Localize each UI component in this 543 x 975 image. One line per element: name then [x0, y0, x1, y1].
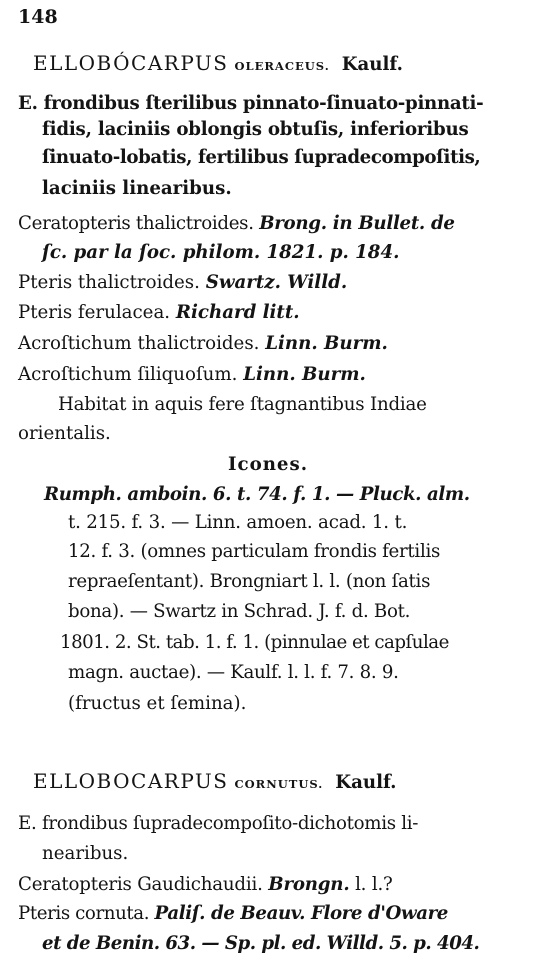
synonym-line	[18, 213, 455, 234]
page-number: 148	[18, 6, 58, 28]
synonym-name: Acroſtichum ſiliquoſum.	[18, 364, 238, 385]
synonym-tail: l. l.?	[355, 874, 393, 895]
synonym-line	[18, 272, 347, 293]
synonym-name: Ceratopteris thalictroides.	[18, 213, 254, 234]
icones-heading: Icones.	[228, 454, 309, 475]
icones-line: (fructus et ſemina).	[68, 693, 247, 714]
section-heading-cornutus	[33, 770, 397, 794]
icones-line: Rumph. amboin. 6. t. 74. f. 1. — Pluck. alm.	[44, 484, 470, 505]
synonym-name: Pteris ferulacea.	[18, 302, 171, 323]
description-line: ſinuato-lobatis, fertilibus ſupradecompoſitis,	[42, 147, 481, 168]
author-abbrev: Kaulf.	[341, 54, 403, 75]
genus-name: ELLOBÓCARPUS	[33, 51, 229, 75]
habitat-line: orientalis.	[18, 423, 111, 444]
habitat-line: Habitat in aquis fere ſtagnantibus Indiae	[58, 394, 427, 415]
author-abbrev: Kaulf.	[335, 772, 397, 793]
species-name: OLERACEUS.	[234, 59, 330, 73]
synonym-reference: et de Benin. 63. — Sp. pl. ed. Willd. 5. p. 404.	[42, 933, 480, 954]
synonym-reference: ſc. par la ſoc. philom. 1821. p. 184.	[42, 242, 400, 263]
synonym-line	[18, 364, 366, 385]
synonym-reference: Linn. Burm.	[243, 364, 366, 385]
description-line: E. frondibus ſterilibus pinnato-ſinuato-pinnati-	[18, 93, 484, 114]
synonym-reference: Linn. Burm.	[265, 333, 388, 354]
icones-line: bona). — Swartz in Schrad. J. f. d. Bot.	[68, 601, 411, 622]
synonym-reference: Paliſ. de Beauv. Flore d'Oware	[154, 903, 448, 924]
synonym-name: Ceratopteris Gaudichaudii.	[18, 874, 263, 895]
synonym-reference: Swartz. Willd.	[205, 272, 348, 293]
synonym-reference: Brong. in Bullet. de	[259, 213, 455, 234]
synonym-line	[18, 874, 393, 895]
description-line: fidis, laciniis oblongis obtuſis, inferioribus	[42, 119, 469, 140]
synonym-name: Acroſtichum thalictroides.	[18, 333, 260, 354]
synonym-line	[18, 903, 448, 924]
description-line: E. frondibus ſupradecompoſito-dichotomis li-	[18, 813, 419, 834]
description-line: laciniis linearibus.	[42, 178, 232, 199]
synonym-reference: Brongn.	[268, 874, 350, 895]
genus-name: ELLOBOCARPUS	[33, 769, 229, 793]
icones-line: magn. auctae). — Kaulf. l. l. f. 7. 8. 9.	[68, 662, 399, 683]
icones-line: 12. f. 3. (omnes particulam frondis fertilis	[68, 541, 441, 562]
icones-line: t. 215. f. 3. — Linn. amoen. acad. 1. t.	[68, 512, 408, 533]
synonym-reference: Richard litt.	[175, 302, 300, 323]
synonym-name: Pteris cornuta.	[18, 903, 150, 924]
icones-line: repraeſentant). Brongniart l. l. (non ſatis	[68, 571, 431, 592]
description-line: nearibus.	[42, 843, 129, 864]
synonym-line	[18, 302, 300, 323]
synonym-name: Pteris thalictroides.	[18, 272, 200, 293]
section-heading-oleraceus	[33, 52, 403, 76]
species-name: CORNUTUS.	[234, 777, 324, 791]
icones-line: 1801. 2. St. tab. 1. f. 1. (pinnulae et capſulae	[60, 632, 449, 653]
synonym-line	[18, 333, 388, 354]
